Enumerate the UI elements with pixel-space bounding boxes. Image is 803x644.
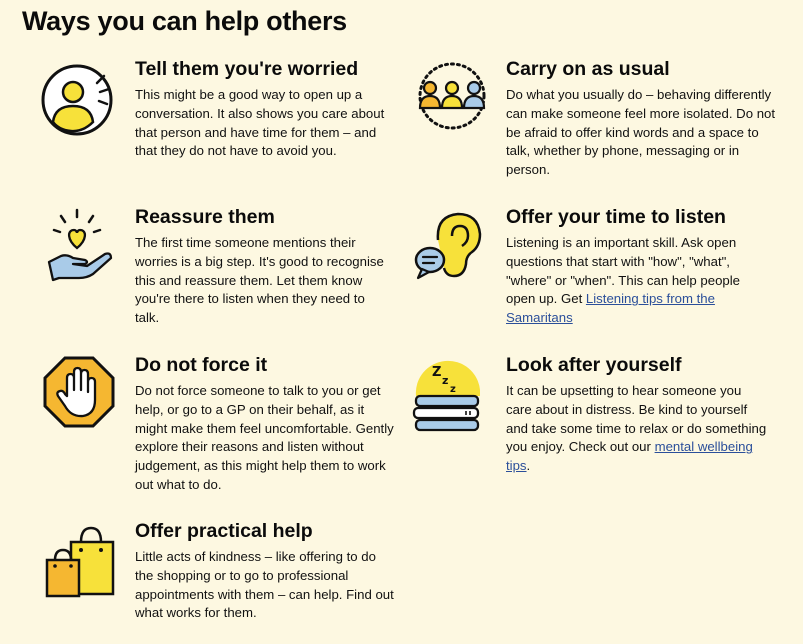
tip-body-text: Listening is an important skill. Ask open questions that start with "how", "what", "where" or "when". This can help people open up. Get — [506, 235, 741, 307]
svg-text:z: z — [450, 384, 456, 395]
tip-reassure-them — [135, 206, 390, 328]
tip-offer-practical-help — [135, 520, 397, 623]
tip-body-text: . — [526, 458, 531, 474]
tip-heading: Look after yourself — [506, 354, 682, 376]
tip-body: Do not force someone to talk to you or get help, or go to a GP on their behalf, as it might make them feel uncomfortable. Gently explore their reasons and listen without judgement, as this might help them to work out what to do. — [135, 383, 394, 492]
tip-body-text: It can be upsetting to hear someone you care about in distress. Be kind to yourself and take some time to relax or do something you enjoy. Check out our — [506, 383, 767, 455]
listening-tips-link[interactable]: Listening tips from the Samaritans — [506, 291, 715, 326]
tip-heading: Reassure them — [135, 206, 275, 228]
tip-heading: Tell them you're worried — [135, 58, 359, 80]
tip-do-not-force — [135, 354, 397, 495]
tip-body: Do what you usually do – behaving differently can make someone feel more isolated. Do not be afraid to offer kind words and a space to talk, whether by phone, messaging or in person. — [506, 87, 776, 178]
stop-hand-icon — [41, 354, 121, 434]
tip-heading: Offer your time to listen — [506, 206, 726, 228]
tip-tell-them-worried — [135, 58, 395, 161]
person-worried-icon — [41, 58, 121, 138]
ear-speech-icon — [412, 206, 492, 286]
tip-heading: Offer practical help — [135, 520, 313, 542]
tip-heading: Do not force it — [135, 354, 268, 376]
tip-body: The first time someone mentions their worries is a big step. It's good to recognise this and reassure them. Let them know you're there to listen when they need to talk. — [135, 235, 384, 326]
tip-offer-time-to-listen — [506, 206, 768, 328]
hand-heart-icon — [41, 206, 121, 286]
tip-body — [506, 234, 768, 328]
shopping-bags-icon — [41, 524, 121, 604]
tip-heading: Carry on as usual — [506, 58, 670, 80]
page-title: Ways you can help others — [22, 6, 347, 36]
svg-text:Z: Z — [432, 365, 442, 380]
tip-look-after-yourself — [432, 354, 768, 476]
tip-body — [506, 382, 768, 476]
svg-text:z: z — [442, 374, 449, 387]
mental-wellbeing-tips-link[interactable]: mental wellbeing tips — [506, 439, 753, 474]
sleep-books-icon — [410, 354, 490, 434]
group-people-icon — [412, 58, 492, 138]
tip-carry-on-as-usual — [506, 58, 776, 180]
tip-body: This might be a good way to open up a conversation. It also shows you care about that person and have time for them – and that they do not have to avoid you. — [135, 87, 385, 159]
tip-body: Little acts of kindness – like offering to do the shopping or to go to professional appointments with them – can help. Find out what works for them. — [135, 549, 394, 621]
